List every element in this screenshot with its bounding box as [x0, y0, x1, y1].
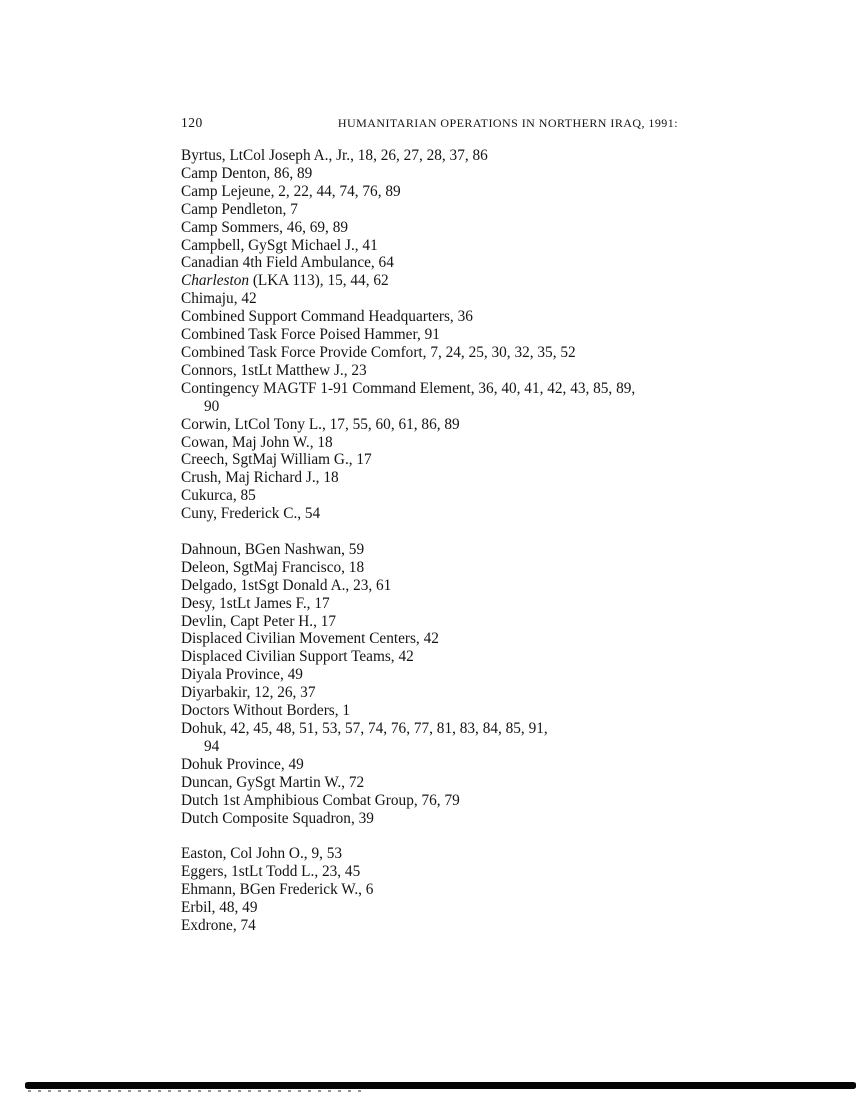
index-entry: Canadian 4th Field Ambulance, 64	[181, 254, 394, 272]
index-entry: Erbil, 48, 49	[181, 899, 258, 917]
index-entry: Combined Support Command Headquarters, 36	[181, 308, 473, 326]
index-entry: Desy, 1stLt James F., 17	[181, 594, 330, 612]
running-header-title: HUMANITARIAN OPERATIONS IN NORTHERN IRAQ, 1991:	[337, 116, 678, 130]
index-entry: Displaced Civilian Support Teams, 42	[181, 648, 414, 666]
index-entry: Eggers, 1stLt Todd L., 23, 45	[181, 863, 361, 881]
index-entry-list	[181, 147, 681, 935]
index-entry: Corwin, LtCol Tony L., 17, 55, 60, 61, 86, 89	[181, 415, 460, 433]
index-entry: Devlin, Capt Peter H., 17	[181, 612, 337, 630]
scan-artifact-bar	[25, 1082, 856, 1089]
index-entry: Dohuk, 42, 45, 48, 51, 53, 57, 74, 76, 77, 81, 83, 84, 85, 91, 94	[181, 720, 681, 756]
index-entry: Camp Lejeune, 2, 22, 44, 74, 76, 89	[181, 182, 401, 200]
index-entry: Deleon, SgtMaj Francisco, 18	[181, 558, 365, 576]
index-entry: Cowan, Maj John W., 18	[181, 433, 333, 451]
index-entry: Camp Denton, 86, 89	[181, 164, 313, 182]
index-entry: Diyala Province, 49	[181, 666, 303, 684]
index-entry: Cuny, Frederick C., 54	[181, 505, 321, 523]
index-entry: Byrtus, LtCol Joseph A., Jr., 18, 26, 27, 28, 37, 86	[181, 147, 488, 164]
index-entry: Chimaju, 42	[181, 290, 257, 308]
entry-italic-title: Charleston	[181, 272, 249, 290]
entry-continuation-line: 94	[204, 737, 220, 755]
page-number: 120	[181, 115, 203, 130]
index-entry: Charleston (LKA 113), 15, 44, 62	[181, 272, 389, 290]
index-entry: Creech, SgtMaj William G., 17	[181, 451, 372, 469]
index-entry: Displaced Civilian Movement Centers, 42	[181, 630, 439, 648]
index-entry: Ehmann, BGen Frederick W., 6	[181, 881, 374, 899]
index-entry: Dutch 1st Amphibious Combat Group, 76, 79	[181, 791, 460, 809]
index-entry: Camp Pendleton, 7	[181, 200, 298, 218]
index-entry: Easton, Col John O., 9, 53	[181, 845, 343, 863]
index-entry: Contingency MAGTF 1-91 Command Element, 36, 40, 41, 42, 43, 85, 89, 90	[181, 380, 681, 416]
index-entry: Dutch Composite Squadron, 39	[181, 809, 374, 827]
index-entry: Cukurca, 85	[181, 487, 256, 505]
index-entry: Delgado, 1stSgt Donald A., 23, 61	[181, 576, 392, 594]
index-entry: Doctors Without Borders, 1	[181, 702, 351, 720]
index-entry: Exdrone, 74	[181, 916, 256, 934]
index-entry: Dohuk Province, 49	[181, 755, 304, 773]
index-entry: Campbell, GySgt Michael J., 41	[181, 236, 378, 254]
page-header	[181, 115, 678, 131]
scan-artifact-noise	[28, 1090, 368, 1092]
index-entry: Crush, Maj Richard J., 18	[181, 469, 339, 487]
index-section	[181, 147, 681, 523]
index-entry: Combined Task Force Provide Comfort, 7, 24, 25, 30, 32, 35, 52	[181, 343, 576, 361]
index-entry: Combined Task Force Poised Hammer, 91	[181, 326, 440, 344]
index-section	[181, 845, 681, 935]
index-entry: Diyarbakir, 12, 26, 37	[181, 684, 316, 702]
index-section	[181, 541, 681, 828]
entry-continuation-line: 90	[204, 397, 220, 415]
index-entry: Camp Sommers, 46, 69, 89	[181, 218, 348, 236]
index-entry: Duncan, GySgt Martin W., 72	[181, 773, 365, 791]
index-entry: Connors, 1stLt Matthew J., 23	[181, 361, 367, 379]
index-entry: Dahnoun, BGen Nashwan, 59	[181, 540, 365, 558]
